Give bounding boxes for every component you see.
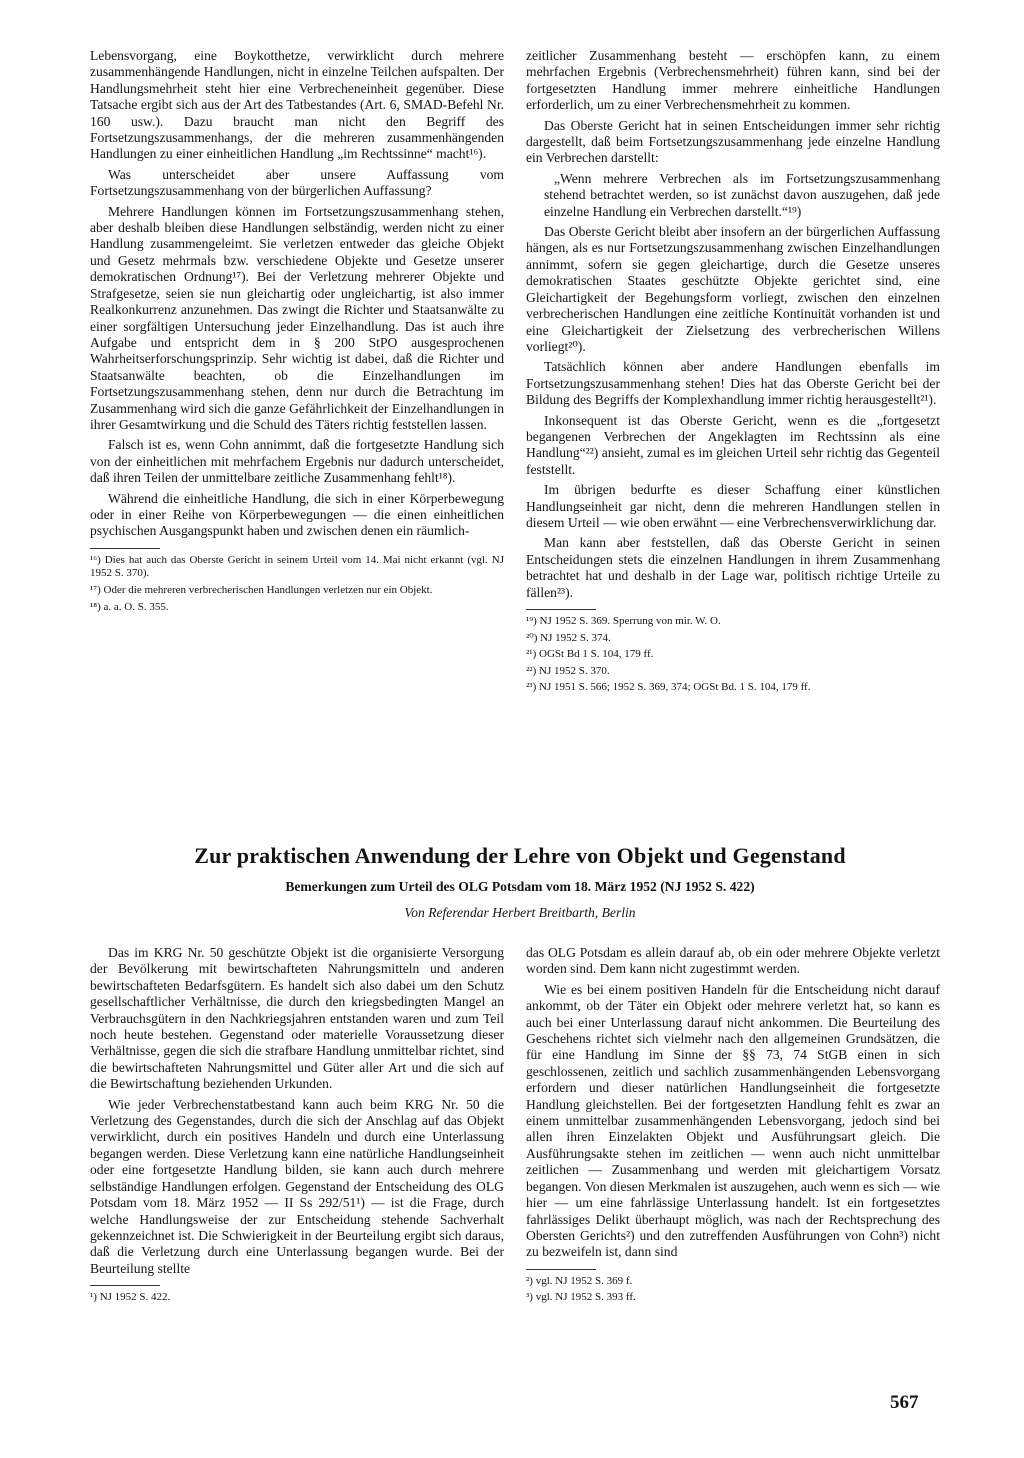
paragraph: Das Oberste Gericht hat in seinen Entscheidungen immer sehr richtig dargestellt, daß beim Fortsetzungszusammenhang jede einzelne Handlung ein Verbrechen darstellt:	[526, 117, 940, 166]
paragraph: Lebensvorgang, eine Boykotthetze, verwirklicht durch mehrere zusammenhängende Handlungen, nicht in einzelne Teilchen aufspalten. Der Handlungsmehrheit steht hier eine Verbrecheneinheit gegenüber. Diese Tatsache ergibt sich aus der Art des Tatbestandes (Art. 6, SMAD-Befehl Nr. 160 usw.). Dazu braucht man nicht den Begriff des Fortsetzungszusammenhangs, der die mehreren zusammenhängenden Handlungen zu einer einheitlichen Handlung „im Rechtssinne“ macht¹⁶).	[90, 48, 504, 162]
paragraph: das OLG Potsdam es allein darauf ab, ob ein oder mehrere Objekte verletzt worden sind. Dem kann nicht zugestimmt werden.	[526, 945, 940, 977]
footnote: ¹⁹) NJ 1952 S. 369. Sperrung von mir. W. O.	[526, 615, 721, 627]
article-right-column	[526, 945, 940, 1308]
paragraph: Inkonsequent ist das Oberste Gericht, wenn es die „fortgesetzt begangenen Verbrechen der Angeklagten im Rechtssinn als eine Handlung“²²) ansieht, zumal es im gleichen Urteil sehr richtig das Gegenteil feststellt.	[526, 412, 940, 477]
footnotes	[526, 615, 940, 695]
paragraph: Falsch ist es, wenn Cohn annimmt, daß die fortgesetzte Handlung sich von der einheitlichen mit mehrfachem Ergebnis nur dadurch unterscheidet, daß ihren Teilen der unmittelbare zeitliche Zusammenhang fehlt¹⁸).	[90, 437, 504, 486]
top-left-column	[90, 48, 504, 617]
paragraph: Mehrere Handlungen können im Fortsetzungszusammenhang stehen, aber deshalb bleiben diese Handlungen selbständig, werden nicht zu einer Handlung zusammengeleimt. Sie verletzen entweder das gleiche Objekt und Gesetz mehrmals bzw. verschiedene Objekte und Gesetze unserer demokratischen Ordnung¹⁷). Bei der Verletzung mehrerer Objekte und Strafgesetze, seien sie nun gleichartig oder ungleichartig, ist also immer Realkonkurrenz anzunehmen. Das zwingt die Richter und Staatsanwälte zu einer sorgfältigen Untersuchung jeder Einzelhandlung. Das ist auch ihre Aufgabe und entspricht dem in § 200 StPO ausgesprochenen Wahrheitserforschungsprinzip. Sehr wichtig ist dabei, daß die Richter und Staatsanwälte beachten, ob die Einzelhandlungen im Fortsetzungszusammenhang stehen, denn nur durch die Betrachtung im Zusammenhang wird sich die ganze Gefährlichkeit der Einzelhandlungen in ihrer Gesamtwirkung und die Schuld des Täters richtig feststellen lassen.	[90, 203, 504, 432]
paragraph: Tatsächlich können aber andere Handlungen ebenfalls im Fortsetzungszusammenhang stehen! Dies hat das Oberste Gericht bei der Bildung des Begriffs der Komplexhandlung immer richtig herausgestellt²¹).	[526, 359, 940, 408]
article-title: Zur praktischen Anwendung der Lehre von Objekt und Gegenstand	[194, 843, 846, 868]
paragraph: Was unterscheidet aber unsere Auffassung vom Fortsetzungszusammenhang von der bürgerlichen Auffassung?	[90, 166, 504, 199]
paragraph: Wie es bei einem positiven Handeln für die Entscheidung nicht darauf ankommt, ob der Täter ein Objekt oder mehrere verletzt hat, so kann es auch bei einer Unterlassung darauf nicht ankommen. Die Beurteilung des Geschehens richtet sich vielmehr nach den allgemeinen Grundsätzen, die für eine Handlung im Sinne der §§ 73, 74 StGB einen in sich geschlossenen, zeitlich und sachlich zusammenhängenden Lebensvorgang erfordern und dieser natürlichen Handlungseinheit die fortgesetzte Handlung gleichstellen. Bei der fortgesetzten Handlung fehlt es zwar an einem unmittelbar zusammenhängenden Lebensvorgang, jedoch sind bei allen ihren Einzelakten Objekt und Ausführungsart gleich. Die Ausführungsakte stehen im zeitlichen — wenn auch nicht unmittelbar zeitlichen — Zusammenhang und werden mit gleichartigem Vorsatz begangen. Von diesen Merkmalen ist auszugehen, auch wenn es sich — wie hier — um eine fahrlässige Unterlassung handelt. Ist ein fortgesetztes fahrlässiges Delikt überhaupt möglich, was nach der Rechtsprechung des Obersten Gerichts²) und den zutreffenden Ausführungen von Cohn³) nicht zu bezweifeln ist, dann sind	[526, 981, 940, 1260]
footnotes	[90, 1291, 504, 1305]
footnote: ²²) NJ 1952 S. 370.	[526, 664, 610, 677]
footnote: ¹) NJ 1952 S. 422.	[90, 1291, 171, 1304]
footnote-rule	[90, 548, 160, 549]
article-left-column	[90, 945, 504, 1308]
article-byline: Von Referendar Herbert Breitbarth, Berlin	[404, 905, 636, 920]
paragraph: Man kann aber feststellen, daß das Oberste Gericht in seinen Entscheidungen stets die einzelnen Handlungen in ihrem Zusammenhang betrachtet hat und deshalb in der Lage war, politisch richtige Urteile zu fällen²³).	[526, 535, 940, 600]
footnote-rule	[90, 1285, 160, 1286]
footnote: ¹⁶) Dies hat auch das Oberste Gericht in seinem Urteil vom 14. Mai nicht erkannt (vgl. NJ 1952 S. 370).	[90, 553, 504, 580]
footnotes	[526, 1275, 940, 1305]
page-number: 567	[890, 1392, 919, 1413]
paragraph: Das im KRG Nr. 50 geschützte Objekt ist die organisierte Versorgung der Bevölkerung mit bewirtschafteten Nahrungsmitteln und anderen bewirtschafteten Bedarfsgütern. Es handelt sich also dabei um den Schutz gesellschaftlicher Verhältnisse, die durch den kriegsbedingten Mangel an Verbrauchsgütern in den Nachkriegsjahren entstanden waren und zum Teil noch heute bestehen. Gegenstand oder materielle Voraussetzung dieser Verhältnisse, gegen die sich die strafbare Handlung unmittelbar richtet, sind die bewirtschafteten Nahrungsmittel und Güter aller Art und die sich auf die Bewirtschaftung beziehenden Urkunden.	[90, 945, 504, 1092]
footnotes	[90, 554, 504, 614]
footnote: ²⁰) NJ 1952 S. 374.	[526, 631, 611, 644]
paragraph: Im übrigen bedurfte es dieser Schaffung einer künstlichen Handlungseinheit gar nicht, denn die mehreren Handlungen stellen in diesem Urteil — wie oben erwähnt — eine Verbrechensverwirklichung dar.	[526, 482, 940, 530]
paragraph: Während die einheitliche Handlung, die sich in einer Körperbewegung oder in einer Reihe von Körperbewegungen — die einen einheitlichen psychischen Ausgangspunkt haben und zwischen denen ein räumlich-	[90, 490, 504, 539]
footnote-rule	[526, 609, 596, 610]
top-right-column	[526, 48, 940, 698]
footnote: ¹⁷) Oder die mehreren verbrecherischen Handlungen verletzen nur ein Objekt.	[90, 583, 433, 596]
footnote: ²) vgl. NJ 1952 S. 369 f.	[526, 1274, 633, 1287]
footnote: ³) vgl. NJ 1952 S. 393 ff.	[526, 1291, 636, 1304]
footnote: ²¹) OGSt Bd 1 S. 104, 179 ff.	[526, 648, 654, 661]
paragraph: zeitlicher Zusammenhang besteht — erschöpfen kann, zu einem mehrfachen Ergebnis (Verbrechensmehrheit) führen kann, sind bei der fortgesetzten Handlung immer mehrere einheitliche Handlungen erforderlich, um zu einer Verbrechensmehrheit zu kommen.	[526, 48, 940, 113]
article-subtitle: Bemerkungen zum Urteil des OLG Potsdam vom 18. März 1952 (NJ 1952 S. 422)	[285, 879, 755, 894]
paragraph: Wie jeder Verbrechenstatbestand kann auch beim KRG Nr. 50 die Verletzung des Gegenstandes, durch die sich der Anschlag auf das Objekt verwirklicht, durch ein positives Handeln und durch eine Unterlassung begangen werden. Diese Verletzung kann eine natürliche Handlungseinheit oder eine fortgesetzte Handlung bilden, sie kann auch durch mehrere selbständige Handlungen erfolgen. Gegenstand der Entscheidung des OLG Potsdam vom 18. März 1952 — II Ss 292/51¹) — ist die Frage, durch welche Handlungsweise der zur Entscheidung stehende Sachverhalt gekennzeichnet ist. Die Schwierigkeit in der Beurteilung ergibt sich daraus, daß die Verletzung durch eine Unterlassung begangen wurde. Bei der Beurteilung stellte	[90, 1096, 504, 1276]
footnote-rule	[526, 1269, 596, 1270]
footnote: ¹⁸) a. a. O. S. 355.	[90, 600, 169, 613]
quotation: „Wenn mehrere Verbrechen als im Fortsetzungszusammenhang stehend betrachtet werden, so ist zunächst davon auszugehen, daß jede einzelne Handlung ein Verbrechen darstellt.“¹⁹)	[544, 170, 940, 219]
paragraph: Das Oberste Gericht bleibt aber insofern an der bürgerlichen Auffassung hängen, als es nur Fortsetzungszusammenhang zwischen Einzelhandlungen annimmt, sofern sie gegen gleichartige, durch die Gesetze unseres demokratischen Staates geschützte Objekte gerichtet sind, eine Gleichartigkeit der Begehungsform vorliegt, zwischen den einzelnen verbrecherischen Handlungen eine zeitliche Kontinuität vorhanden ist und eine Gleichartigkeit der Zielsetzung des verbrecherischen Willens vorliegt²⁰).	[526, 224, 940, 354]
footnote: ²³) NJ 1951 S. 566; 1952 S. 369, 374; OGSt Bd. 1 S. 104, 179 ff.	[526, 681, 811, 694]
